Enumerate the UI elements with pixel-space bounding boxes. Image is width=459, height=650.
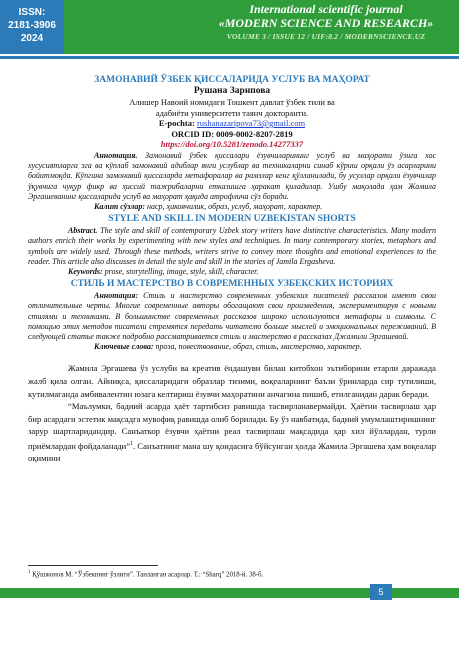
keywords-en-text: prose, storytelling, image, style, skill, character. xyxy=(104,267,259,277)
issn-number: 2181-3906 xyxy=(8,20,56,31)
affiliation-line2: адабиёти университети таянч докторанти. xyxy=(155,107,309,118)
email-link[interactable]: rushanazaripova73@gmail.com xyxy=(196,118,306,128)
abstract-en-text: The style and skill of contemporary Uzbek story writers have distinctive characteristics. Many modern authors enrich their works by experimenting with new styles and techniques. In many contemporary stories, metaphors and symbols are widely used. Through these methods, writers strive to convey more thoughts and emotional experiences to the reader. This article also discusses in detail the style and skill in the stories of Jamila Ergasheva. xyxy=(28,226,436,266)
journal-info xyxy=(195,2,457,42)
abstract-uz-label: Аннотация. xyxy=(94,151,138,160)
journal-name: «MODERN SCIENCE AND RESEARCH» xyxy=(218,16,434,30)
keywords-en xyxy=(28,267,436,277)
article-title-ru: СТИЛЬ И МАСТЕРСТВО В СОВРЕМЕННЫХ УЗБЕКСКИХ ИСТОРИЯХ xyxy=(70,279,394,290)
keywords-uz-label: Калит сўзлар: xyxy=(94,202,145,212)
abstract-ru-text: Стиль и мастерство современных узбекских писателей рассказов имеют свои отличительные черты. Многие современные авторы обогащают свои произведения, экспериментируя с новыми стилями и техниками. В большинстве современных рассказов широко используются метафоры и символы. С помощью этих методов писатели стремятся передать читателю больше мыслей и эмоциональных переживаний. В следующей статье также подробно рассматривается стиль и мастерство в рассказах Джамили Эргашевой. xyxy=(28,291,437,342)
abstract-en xyxy=(28,226,436,267)
doi-link[interactable]: https://doi.org/10.5281/zenodo.14277337 xyxy=(160,139,304,149)
affiliation-line1: Алишер Навоий номидаги Тошкент давлат ўзбек тили ва xyxy=(129,97,335,107)
keywords-ru-label: Ключевые слова: xyxy=(94,342,154,352)
footnote-mark: 1 xyxy=(28,570,31,575)
keywords-uz-text: наср, ҳикоячилик, образ, услуб, маҳорат, характер. xyxy=(147,202,323,212)
abstract-ru xyxy=(28,291,436,342)
volume-line: VOLUME 3 / ISSUE 12 / UIF:8.2 / MODERNSCIENCE.UZ xyxy=(226,32,426,41)
body-paragraph-1: Жамила Эргашева ўз услуби ва креатив ёндашуви билан китобхон эътиборини етарли даражада жалб қила олган. Айниқса, қиссаларидаги образлар тизими, воқеаларнинг баъзи ўринларда сир тутилиши, кутилмаганда амбивалентин юзага келтириш ёзувчи маҳоратини анчагина пишиб, етилганидан дарак беради. xyxy=(28,363,436,399)
article-body xyxy=(28,362,436,465)
abstract-en-label: Abstract. xyxy=(68,226,98,236)
keywords-uz xyxy=(28,202,436,212)
orcid-id: ORCID ID: 0009-0002-8207-2819 xyxy=(171,128,293,139)
page-number: 5 xyxy=(370,584,392,600)
abstract-uz xyxy=(28,151,436,202)
article-title-uz: ЗАМОНАВИЙ ЎЗБЕК ҚИССАЛАРИДА УСЛУБ ВА МАҲОРАТ xyxy=(94,75,370,85)
issn-label: ISSN: xyxy=(18,7,46,18)
issn-badge xyxy=(0,0,64,54)
article-content xyxy=(28,74,436,465)
article-title-en: STYLE AND SKILL IN MODERN UZBEKISTAN SHORTS xyxy=(108,214,356,225)
body-paragraph-2 xyxy=(28,400,436,465)
email-row xyxy=(28,118,436,129)
footnote-ref[interactable]: 1 xyxy=(130,441,134,448)
abstract-uz-text: Замонавий ўзбек қиссалари ёзувчиларининг услуб ва маҳорати ўзига хос хусусиятларга эга ва кўплаб замонавий адиблар янги услублар ва техникаларни синаб кўриш орқали ўз асарларини бойитмоқда. Кўпгина замонавий қиссаларда метафоралар ва рамзлар кенг қўлланилади, бу усуллар орқали ёзувчилар ўқувчига чуқур фикр ва ҳиссий тажрибаларни етказишга ҳаракат қиладилар. Ушбу мақолада ҳам Жамила Эргашеванинг қиссаларида услуб ва маҳорат ҳақида атрофлича сўз боради. xyxy=(28,151,436,201)
footnote-text: Қўшжонов М. “Ўзбекнинг ўзлиги”. Танланган асарлар. Т.: “Sharq” 2018-й. 38-б. xyxy=(32,571,264,579)
author-name: Рушана Зарипова xyxy=(193,86,271,96)
keywords-ru-text: проза, повествование, образ, стиль, мастерство, характер. xyxy=(155,342,362,352)
keywords-ru xyxy=(28,342,436,352)
issn-year: 2024 xyxy=(20,33,44,44)
journal-type: International scientific journal xyxy=(249,2,403,16)
journal-header xyxy=(0,0,459,68)
body-paragraph-3-text: . Санъатнинг мана шу қоидасига бўйсунган ҳолда Жамила Эргашева ҳам воқеалар оқимини xyxy=(28,440,436,464)
abstract-ru-label: Аннотация: xyxy=(94,291,139,301)
header-rule xyxy=(0,56,459,59)
footnote-divider xyxy=(28,565,158,566)
footnote xyxy=(28,568,436,579)
email-label: E-pochta: xyxy=(158,118,195,128)
body-paragraph-2-text: “Маълумки, бадиий асарда ҳаёт тартибсиз равишда тасвирланавермайди. Ҳаётни тасвирлаш ҳар бир асардаги эстетик мақсадга мувофиқ равишда олиб борилади. Бу ўз навбатида, бадиий умумлаштиришнинг зарур шартларидандир. Санъаткор ёзувчи ҳаётни реал тасвирлаш мақсадида ҳар хил йўллардан, турли приёмлардан фойдаланади” xyxy=(28,401,436,451)
keywords-en-label: Keywords: xyxy=(68,267,103,277)
